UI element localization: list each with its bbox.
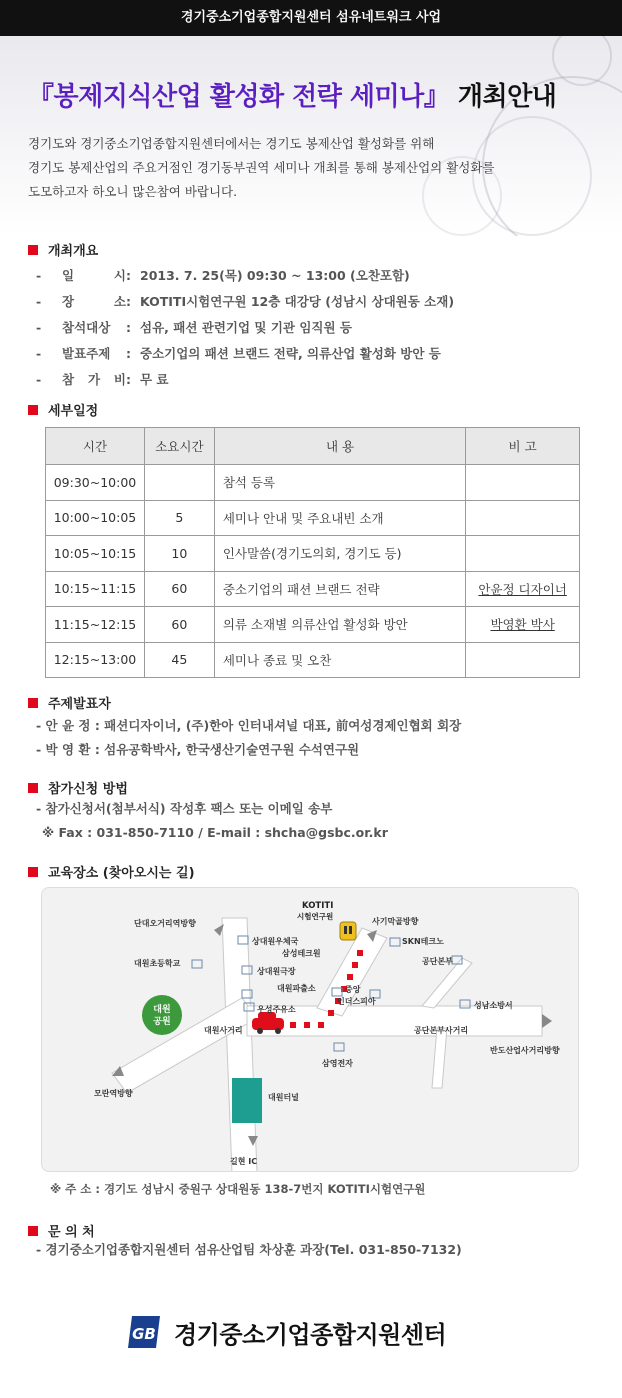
item-value: 무 료 [140, 372, 169, 387]
item-dash: - [36, 372, 42, 387]
map-label: 우성주유소 [257, 1005, 296, 1014]
item-value: 섬유, 패션 관련기업 및 기관 임직원 등 [140, 320, 352, 335]
cell-time-text: 11:15~12:15 [53, 616, 137, 632]
cell-time-text: 10:15~11:15 [53, 581, 137, 597]
item-value: KOTITI시험연구원 12층 대강당 (성남시 상대원동 소재) [140, 294, 455, 309]
map-label: 길현 IC [230, 1157, 258, 1166]
item-label [62, 263, 126, 289]
overview-item [36, 367, 454, 393]
cell-time [46, 500, 145, 536]
table-row [46, 500, 580, 536]
section-heading-location [28, 862, 195, 881]
cell-time [46, 642, 145, 678]
map-label: 대원파출소 [277, 984, 316, 993]
cell-note [466, 607, 580, 643]
item-label [62, 289, 126, 315]
map-label: 공단본부사거리 [414, 1026, 469, 1035]
item-label-part: 장 [62, 294, 75, 309]
bullet-square-icon [28, 867, 38, 877]
item-dash: - [36, 320, 42, 335]
map-label: 반도산업사거리방향 [490, 1046, 560, 1055]
tunnel-block [232, 1078, 262, 1123]
map-label: 대원초등학교 [134, 959, 181, 968]
map-label: SKN테크노 [402, 937, 444, 946]
overview-item [36, 263, 454, 289]
section-title: 주제발표자 [48, 697, 111, 712]
cell-duration [144, 465, 214, 501]
overview-item [36, 315, 454, 341]
overview-list [36, 263, 454, 393]
overview-item [36, 289, 454, 315]
map-label: 단대오거리역방향 [134, 919, 196, 928]
col-header-note: 비 고 [466, 428, 580, 465]
table-row [46, 607, 580, 643]
map-label: 사기막골방향 [372, 917, 419, 926]
map-label: 상대원우체국 [252, 937, 299, 946]
schedule-table [45, 427, 580, 678]
table-row [46, 465, 580, 501]
cell-note [466, 536, 580, 572]
section-heading-registration [28, 778, 128, 797]
item-label-part: 참 [62, 372, 75, 387]
cell-time [46, 536, 145, 572]
cell-duration [144, 500, 214, 536]
table-row [46, 571, 580, 607]
registration-list [36, 797, 388, 845]
section-title: 참가신청 방법 [48, 782, 128, 797]
cell-time [46, 465, 145, 501]
page-title [28, 76, 556, 113]
item-value: 중소기업의 패션 브랜드 전략, 의류산업 활성화 방안 등 [140, 346, 441, 361]
item-separator: : [126, 372, 131, 387]
road-minor [432, 1028, 447, 1088]
table-header-row [46, 428, 580, 465]
org-logo-icon [124, 1312, 164, 1352]
item-label [62, 367, 126, 393]
list-item: - 안 윤 정 : 패션디자이너, (주)한아 인터내셔널 대표, 前여성경제인협회 회장 [36, 718, 462, 733]
cell-content [214, 607, 465, 643]
title-suffix: 개최안내 [457, 82, 557, 112]
top-banner [0, 0, 622, 36]
intro-paragraph [28, 132, 588, 204]
seminar-title: 『봉제지식산업 활성화 전략 세미나』 [28, 82, 450, 112]
list-item: - 참가신청서(첨부서식) 작성후 팩스 또는 이메일 송부 [36, 801, 333, 816]
road-vertical [222, 918, 257, 1172]
kotiti-label: KOTITI [302, 901, 334, 911]
park-circle [142, 995, 182, 1035]
kotiti-marker-icon [340, 922, 356, 940]
section-heading-overview [28, 240, 98, 259]
cell-content [214, 571, 465, 607]
cell-content-text: 세미나 종료 및 오찬 [222, 652, 332, 668]
cell-note [466, 500, 580, 536]
cell-time-text: 09:30~10:00 [53, 474, 137, 490]
cell-duration [144, 607, 214, 643]
bullet-square-icon [28, 783, 38, 793]
item-separator: : [126, 346, 131, 361]
item-label [62, 341, 126, 367]
item-label [62, 315, 126, 341]
cell-content [214, 536, 465, 572]
map-label: 중앙 [345, 985, 361, 994]
cell-time [46, 607, 145, 643]
table-row [46, 642, 580, 678]
park-label: 대원 [153, 1005, 171, 1015]
cell-duration [144, 536, 214, 572]
item-dash: - [36, 268, 42, 283]
section-heading-speakers [28, 693, 111, 712]
cell-note [466, 465, 580, 501]
item-label-part: 소 [113, 294, 126, 309]
section-heading-schedule [28, 400, 98, 419]
section-title: 개최개요 [48, 244, 99, 259]
map-label: 상대원극장 [257, 967, 296, 976]
col-header-content: 내 용 [214, 428, 465, 465]
bullet-square-icon [28, 405, 38, 415]
section-title: 교육장소 (찾아오시는 길) [48, 866, 195, 881]
item-label-part: 비 [113, 372, 126, 387]
item-label-part: 시 [113, 268, 126, 283]
banner-text: 경기중소기업종합지원센터 섬유네트워크 사업 [180, 10, 442, 25]
cell-duration-text: 5 [175, 510, 184, 526]
cell-duration [144, 571, 214, 607]
cell-content-text: 중소기업의 패션 브랜드 전략 [222, 581, 380, 597]
org-name: 경기중소기업종합지원센터 [174, 1320, 447, 1349]
cell-content-text: 의류 소재별 의류산업 활성화 방안 [222, 617, 408, 633]
park-label: 공원 [153, 1017, 171, 1027]
cell-time-text: 10:00~10:05 [53, 510, 137, 526]
cell-content-text: 인사말씀(경기도의회, 경기도 등) [222, 546, 402, 562]
cell-duration-text: 60 [171, 581, 188, 597]
map-label: 삼성테크원 [282, 949, 321, 958]
item-separator: : [126, 294, 131, 309]
table-row [46, 536, 580, 572]
section-title: 문 의 처 [48, 1225, 95, 1240]
item-label-part: 참석대상 [62, 320, 111, 335]
cell-note-text: 박영환 박사 [490, 617, 555, 633]
cell-content [214, 465, 465, 501]
item-separator: : [126, 268, 131, 283]
location-map [41, 887, 579, 1172]
cell-content-text: 참석 등록 [222, 475, 276, 491]
cell-content [214, 500, 465, 536]
item-label-part: 가 [87, 372, 101, 387]
bullet-square-icon [28, 245, 38, 255]
contact-info: - 경기중소기업종합지원센터 섬유산업팀 차상훈 과장(Tel. 031-850-7132) [36, 1242, 462, 1257]
section-title: 세부일정 [48, 404, 99, 419]
cell-time-text: 12:15~13:00 [53, 652, 137, 668]
map-label: 인더스피아 [337, 997, 376, 1006]
map-label: 삼영전자 [322, 1059, 353, 1068]
item-dash: - [36, 346, 42, 361]
cell-content-text: 세미나 안내 및 주요내빈 소개 [222, 510, 384, 526]
bullet-square-icon [28, 1226, 38, 1236]
cell-duration-text: 60 [171, 616, 188, 632]
cell-content [214, 642, 465, 678]
map-label: 공단본부 [422, 957, 453, 966]
list-item: - 박 영 환 : 섬유공학박사, 한국생산기술연구원 수석연구원 [36, 742, 360, 757]
item-value: 2013. 7. 25(목) 09:30 ~ 13:00 (오찬포함) [140, 268, 410, 283]
map-label: 모란역방향 [94, 1089, 133, 1098]
intro-line: 도모하고자 하오니 많은참여 바랍니다. [28, 184, 238, 199]
cell-time [46, 571, 145, 607]
footer-org [124, 1310, 446, 1354]
map-label: 대원터널 [268, 1093, 299, 1102]
cell-note [466, 571, 580, 607]
item-label-part: 일 [62, 268, 75, 283]
cell-duration-text: 45 [171, 652, 188, 668]
map-label: 대원사거리 [204, 1026, 243, 1035]
map-label: 성남소방서 [474, 1001, 513, 1010]
intro-line: 경기도 봉제산업의 주요거점인 경기동부권역 세미나 개최를 통해 봉제산업의 활성화를 [28, 160, 495, 175]
bullet-square-icon [28, 698, 38, 708]
cell-duration-text: 10 [171, 545, 188, 561]
item-label-part: 발표주제 [62, 346, 111, 361]
item-dash: - [36, 294, 42, 309]
venue-address: ※ 주 소 : 경기도 성남시 중원구 상대원동 138-7번지 KOTITI시험연구원 [50, 1182, 426, 1196]
section-heading-contact [28, 1221, 95, 1240]
intro-line: 경기도와 경기중소기업종합지원센터에서는 경기도 봉제산업 활성화를 위해 [28, 136, 435, 151]
col-header-time: 시간 [46, 428, 145, 465]
cell-note-text: 안윤정 디자이너 [478, 581, 567, 597]
logo-letters: GB [132, 1325, 156, 1343]
speakers-list [36, 714, 461, 762]
cell-note [466, 642, 580, 678]
kotiti-sub-label: 시험연구원 [297, 912, 334, 921]
map-svg [42, 888, 579, 1172]
col-header-duration: 소요시간 [144, 428, 214, 465]
item-separator: : [126, 320, 131, 335]
cell-duration [144, 642, 214, 678]
contact-fax-email: ※ Fax : 031-850-7110 / E-mail : shcha@gsbc.or.kr [42, 825, 388, 840]
cell-time-text: 10:05~10:15 [53, 545, 137, 561]
overview-item [36, 341, 454, 367]
